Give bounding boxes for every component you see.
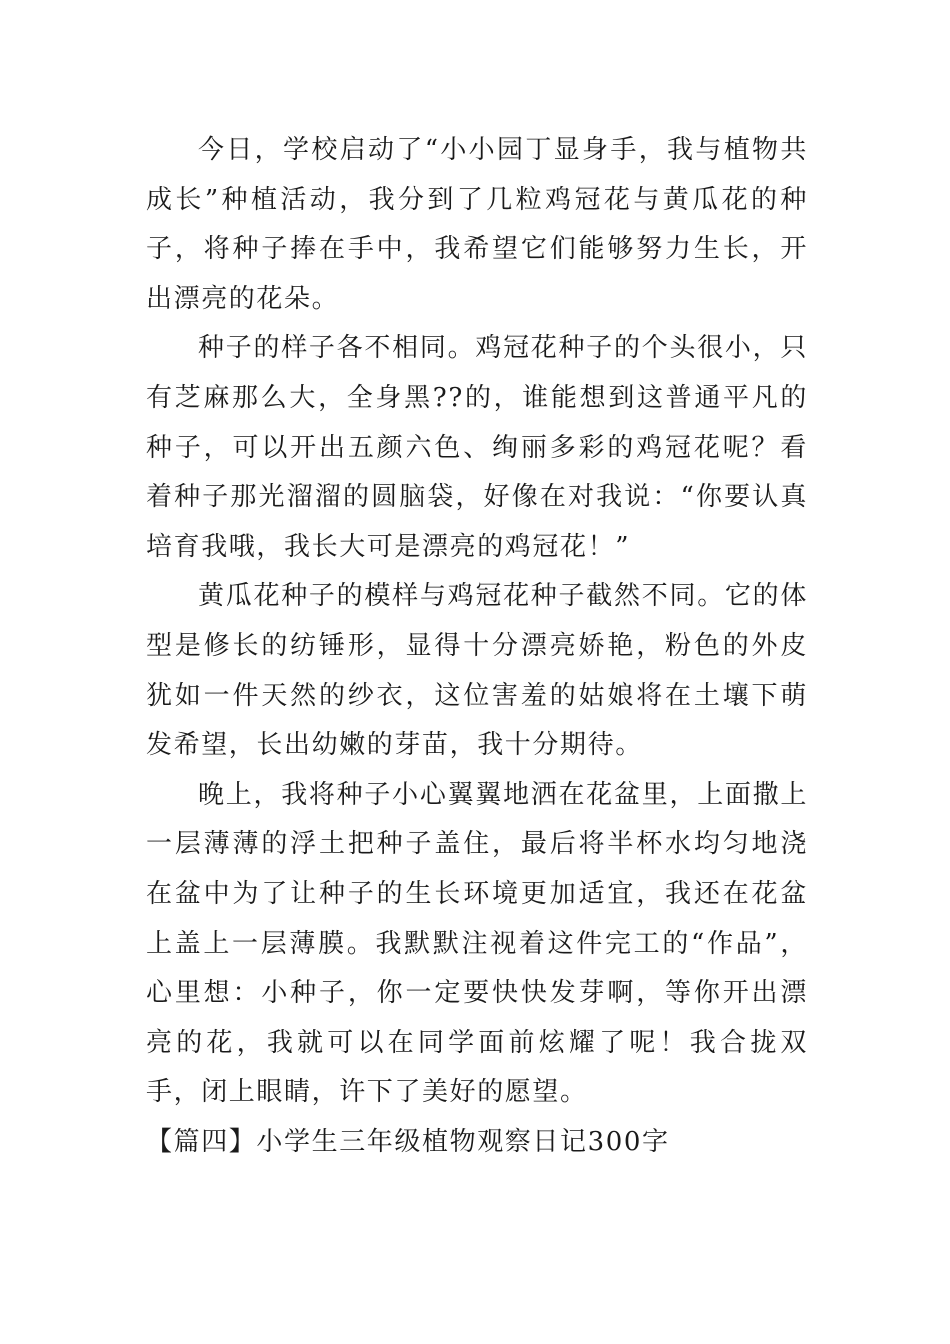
section-heading: 【篇四】小学生三年级植物观察日记300字 (146, 1126, 670, 1157)
document-body (146, 126, 808, 1167)
paragraph-intro: 今日，学校启动了“小小园丁显身手，我与植物共成长”种植活动，我分到了几粒鸡冠花与黄瓜花的种子，将种子捧在手中，我希望它们能够努力生长，开出漂亮的花朵。 (146, 135, 808, 314)
paragraph-cockscomb-seeds: 种子的样子各不相同。鸡冠花种子的个头很小，只有芝麻那么大，全身黑??的，谁能想到这普通平凡的种子，可以开出五颜六色、绚丽多彩的鸡冠花呢？看着种子那光溜溜的圆脑袋，好像在对我说：“你要认真培育我哦，我长大可是漂亮的鸡冠花！” (146, 333, 808, 562)
paragraph-cucumber-seeds: 黄瓜花种子的模样与鸡冠花种子截然不同。它的体型是修长的纺锤形，显得十分漂亮娇艳，粉色的外皮犹如一件天然的纱衣，这位害羞的姑娘将在土壤下萌发希望，长出幼嫩的芽苗，我十分期待。 (146, 581, 808, 761)
paragraph-planting: 晚上，我将种子小心翼翼地洒在花盆里，上面撒上一层薄薄的浮土把种子盖住，最后将半杯水均匀地浇在盆中为了让种子的生长环境更加适宜，我还在花盆上盖上一层薄膜。我默默注视着这件完工的“作品”，心里想：小种子，你一定要快快发芽啊，等你开出漂亮的花，我就可以在同学面前炫耀了呢！我合拢双手，闭上眼睛，许下了美好的愿望。 (146, 779, 808, 1108)
